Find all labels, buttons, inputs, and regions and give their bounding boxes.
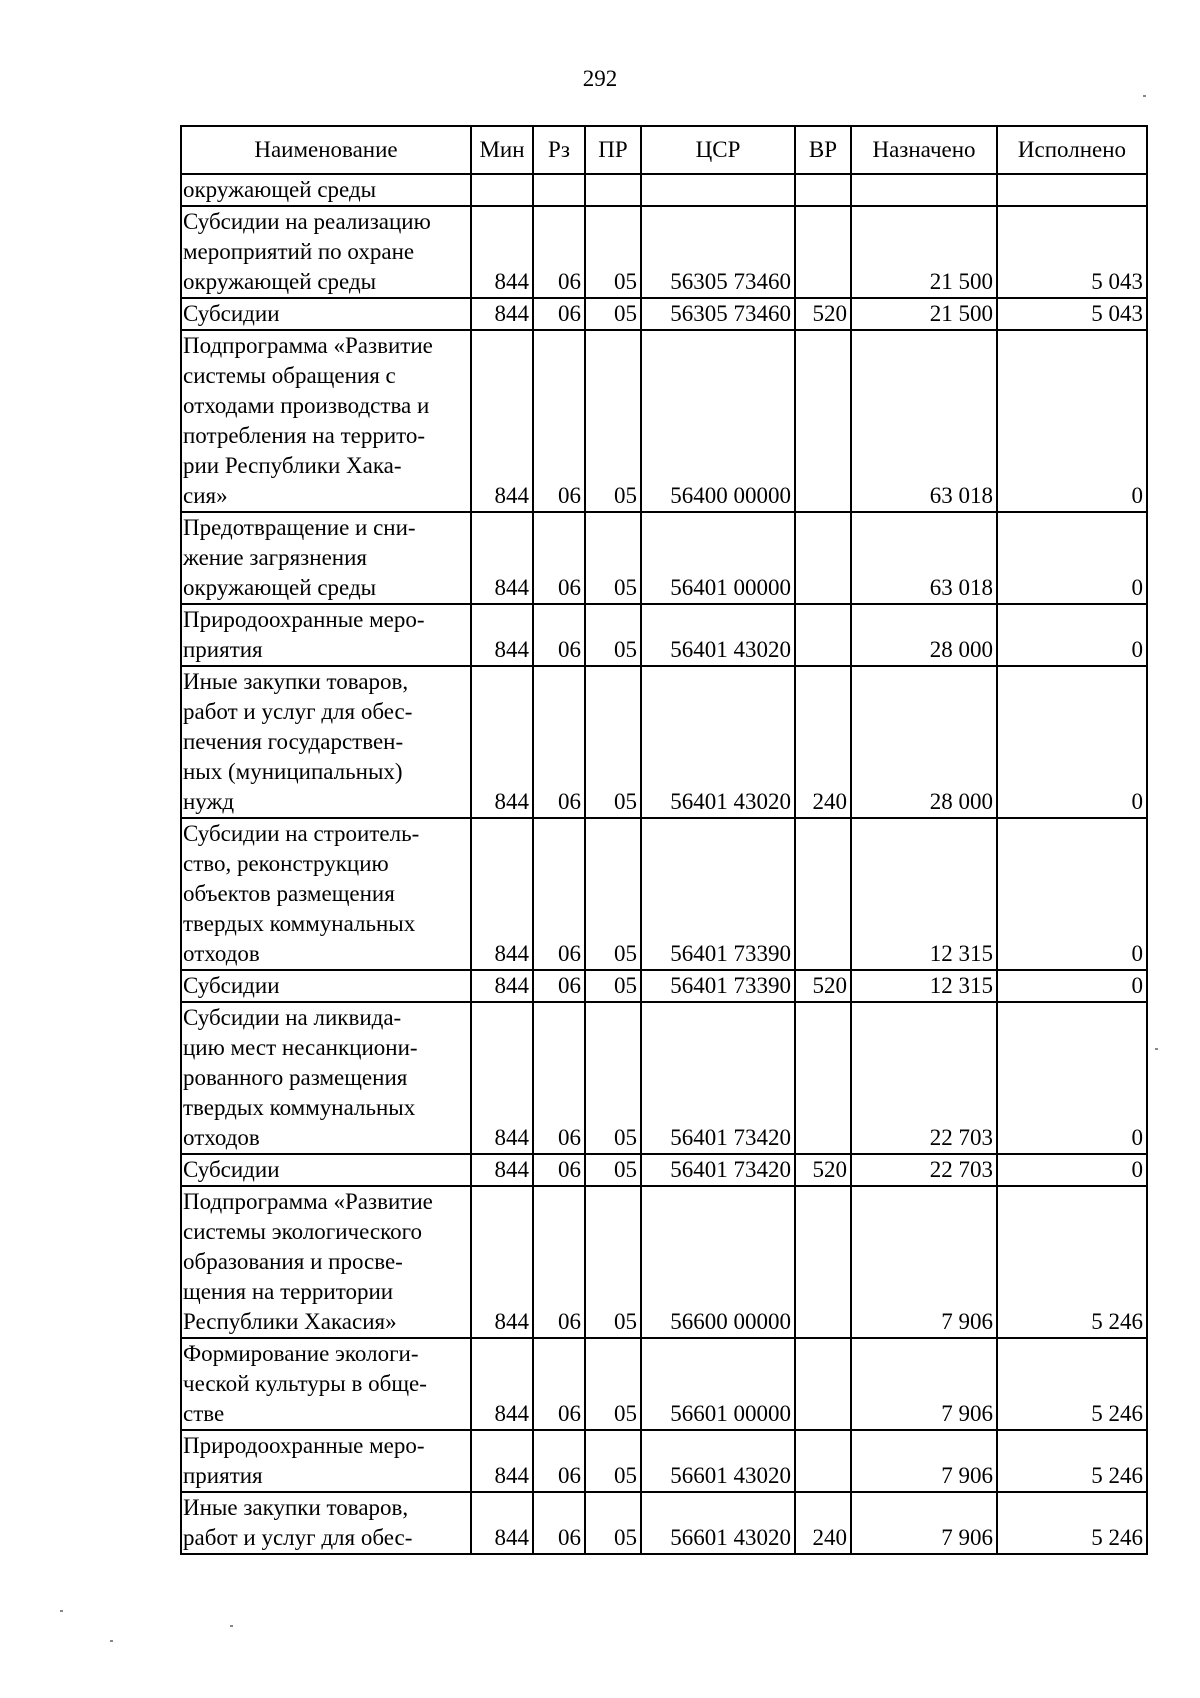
cell-min: 844 xyxy=(471,970,533,1002)
cell-csr: 56305 73460 xyxy=(641,298,795,330)
cell-csr: 56401 73390 xyxy=(641,818,795,970)
cell-name: Субсидии xyxy=(181,970,471,1002)
cell-executed: 5 246 xyxy=(997,1186,1147,1338)
cell-min xyxy=(471,174,533,206)
cell-csr: 56401 43020 xyxy=(641,666,795,818)
cell-pr: 05 xyxy=(585,818,641,970)
cell-executed: 0 xyxy=(997,512,1147,604)
table-body xyxy=(181,174,1147,1554)
cell-executed: 5 246 xyxy=(997,1430,1147,1492)
cell-pr: 05 xyxy=(585,1186,641,1338)
table-row-continuation xyxy=(181,174,1147,206)
cell-rz: 06 xyxy=(533,1492,585,1554)
cell-vr xyxy=(795,1430,851,1492)
cell-pr: 05 xyxy=(585,604,641,666)
cell-vr xyxy=(795,1186,851,1338)
cell-assigned: 28 000 xyxy=(851,604,997,666)
cell-rz: 06 xyxy=(533,666,585,818)
cell-vr xyxy=(795,174,851,206)
table-row xyxy=(181,1338,1147,1430)
cell-vr xyxy=(795,330,851,512)
cell-executed: 0 xyxy=(997,1002,1147,1154)
cell-csr: 56400 00000 xyxy=(641,330,795,512)
cell-executed: 0 xyxy=(997,1154,1147,1186)
cell-assigned: 21 500 xyxy=(851,206,997,298)
cell-vr: 520 xyxy=(795,1154,851,1186)
cell-name: Природоохранные меро- приятия xyxy=(181,1430,471,1492)
scan-speck xyxy=(1143,95,1146,97)
cell-pr: 05 xyxy=(585,970,641,1002)
cell-csr: 56401 43020 xyxy=(641,604,795,666)
cell-assigned: 22 703 xyxy=(851,1002,997,1154)
cell-vr: 240 xyxy=(795,666,851,818)
cell-vr xyxy=(795,206,851,298)
cell-csr: 56601 00000 xyxy=(641,1338,795,1430)
table-row xyxy=(181,666,1147,818)
cell-min: 844 xyxy=(471,666,533,818)
cell-min: 844 xyxy=(471,512,533,604)
cell-min: 844 xyxy=(471,818,533,970)
cell-name: Подпрограмма «Развитие системы обращения с отходами производства и потребления на террито- рии Республики Хака- сия» xyxy=(181,330,471,512)
cell-executed: 5 043 xyxy=(997,298,1147,330)
cell-name: Предотвращение и сни- жение загрязнения окружающей среды xyxy=(181,512,471,604)
cell-vr: 520 xyxy=(795,970,851,1002)
cell-min: 844 xyxy=(471,1002,533,1154)
cell-assigned: 12 315 xyxy=(851,818,997,970)
cell-csr: 56401 73420 xyxy=(641,1154,795,1186)
scan-speck xyxy=(1155,1048,1158,1050)
cell-pr: 05 xyxy=(585,1430,641,1492)
cell-rz: 06 xyxy=(533,1154,585,1186)
table-row xyxy=(181,1154,1147,1186)
cell-vr xyxy=(795,1338,851,1430)
cell-assigned: 22 703 xyxy=(851,1154,997,1186)
table-row xyxy=(181,1430,1147,1492)
cell-rz: 06 xyxy=(533,298,585,330)
cell-csr: 56305 73460 xyxy=(641,206,795,298)
cell-pr xyxy=(585,174,641,206)
cell-assigned: 21 500 xyxy=(851,298,997,330)
cell-name: Субсидии на ликвида- цию мест несанкциони- рованного размещения твердых коммунальных отходов xyxy=(181,1002,471,1154)
cell-min: 844 xyxy=(471,1186,533,1338)
header-executed: Исполнено xyxy=(997,126,1147,174)
cell-executed: 0 xyxy=(997,818,1147,970)
cell-name: Подпрограмма «Развитие системы экологического образования и просве- щения на территории Республики Хакасия» xyxy=(181,1186,471,1338)
cell-pr: 05 xyxy=(585,512,641,604)
scan-speck xyxy=(60,1610,63,1612)
cell-min: 844 xyxy=(471,1492,533,1554)
cell-executed: 0 xyxy=(997,666,1147,818)
scan-speck xyxy=(110,1640,113,1642)
cell-assigned: 12 315 xyxy=(851,970,997,1002)
cell-rz: 06 xyxy=(533,1338,585,1430)
header-rz: Рз xyxy=(533,126,585,174)
table-row xyxy=(181,298,1147,330)
cell-executed: 5 246 xyxy=(997,1338,1147,1430)
cell-csr: 56401 00000 xyxy=(641,512,795,604)
header-row xyxy=(181,126,1147,174)
cell-name: Субсидии xyxy=(181,1154,471,1186)
cell-csr: 56401 73390 xyxy=(641,970,795,1002)
cell-rz: 06 xyxy=(533,1002,585,1154)
cell-pr: 05 xyxy=(585,1338,641,1430)
cell-pr: 05 xyxy=(585,666,641,818)
cell-rz: 06 xyxy=(533,818,585,970)
cell-assigned: 7 906 xyxy=(851,1186,997,1338)
cell-executed: 0 xyxy=(997,604,1147,666)
cell-rz: 06 xyxy=(533,512,585,604)
cell-executed: 5 246 xyxy=(997,1492,1147,1554)
cell-pr: 05 xyxy=(585,1002,641,1154)
table-row xyxy=(181,1002,1147,1154)
cell-pr: 05 xyxy=(585,206,641,298)
cell-vr xyxy=(795,818,851,970)
cell-csr: 56601 43020 xyxy=(641,1430,795,1492)
table-row xyxy=(181,206,1147,298)
cell-pr: 05 xyxy=(585,1154,641,1186)
cell-min: 844 xyxy=(471,604,533,666)
cell-rz: 06 xyxy=(533,1186,585,1338)
cell-min: 844 xyxy=(471,298,533,330)
cell-assigned: 28 000 xyxy=(851,666,997,818)
cell-name: Иные закупки товаров, работ и услуг для обес- xyxy=(181,1492,471,1554)
cell-vr: 520 xyxy=(795,298,851,330)
cell-executed: 0 xyxy=(997,330,1147,512)
cell-rz: 06 xyxy=(533,970,585,1002)
cell-vr xyxy=(795,512,851,604)
cell-executed: 5 043 xyxy=(997,206,1147,298)
cell-name: Субсидии xyxy=(181,298,471,330)
cell-rz: 06 xyxy=(533,206,585,298)
header-min: Мин xyxy=(471,126,533,174)
header-vr: ВР xyxy=(795,126,851,174)
cell-rz: 06 xyxy=(533,330,585,512)
cell-vr xyxy=(795,1002,851,1154)
table-row xyxy=(181,1186,1147,1338)
cell-rz: 06 xyxy=(533,604,585,666)
cell-assigned: 7 906 xyxy=(851,1338,997,1430)
header-pr: ПР xyxy=(585,126,641,174)
cell-csr: 56601 43020 xyxy=(641,1492,795,1554)
header-csr: ЦСР xyxy=(641,126,795,174)
cell-executed: 0 xyxy=(997,970,1147,1002)
cell-assigned xyxy=(851,174,997,206)
table-row xyxy=(181,970,1147,1002)
cell-pr: 05 xyxy=(585,298,641,330)
cell-vr: 240 xyxy=(795,1492,851,1554)
cell-min: 844 xyxy=(471,1154,533,1186)
table-row xyxy=(181,818,1147,970)
cell-csr xyxy=(641,174,795,206)
page-number: 292 xyxy=(582,66,618,91)
cell-min: 844 xyxy=(471,330,533,512)
cell-name: Иные закупки товаров, работ и услуг для обес- печения государствен- ных (муниципальных) нужд xyxy=(181,666,471,818)
cell-min: 844 xyxy=(471,1430,533,1492)
cell-assigned: 63 018 xyxy=(851,512,997,604)
table-row xyxy=(181,604,1147,666)
cell-csr: 56401 73420 xyxy=(641,1002,795,1154)
table-row xyxy=(181,512,1147,604)
cell-assigned: 7 906 xyxy=(851,1430,997,1492)
cell-min: 844 xyxy=(471,206,533,298)
cell-assigned: 7 906 xyxy=(851,1492,997,1554)
cell-assigned: 63 018 xyxy=(851,330,997,512)
cell-name: окружающей среды xyxy=(181,174,471,206)
cell-name: Природоохранные меро- приятия xyxy=(181,604,471,666)
cell-vr xyxy=(795,604,851,666)
cell-min: 844 xyxy=(471,1338,533,1430)
cell-executed xyxy=(997,174,1147,206)
cell-name: Формирование экологи- ческой культуры в обще- стве xyxy=(181,1338,471,1430)
cell-pr: 05 xyxy=(585,330,641,512)
budget-table xyxy=(180,125,1148,1555)
table-row xyxy=(181,1492,1147,1554)
table-row xyxy=(181,330,1147,512)
header-assigned: Назначено xyxy=(851,126,997,174)
header-name: Наименование xyxy=(181,126,471,174)
cell-csr: 56600 00000 xyxy=(641,1186,795,1338)
cell-rz: 06 xyxy=(533,1430,585,1492)
cell-pr: 05 xyxy=(585,1492,641,1554)
cell-name: Субсидии на строитель- ство, реконструкцию объектов размещения твердых коммунальных отходов xyxy=(181,818,471,970)
cell-rz xyxy=(533,174,585,206)
scan-speck xyxy=(230,1625,233,1627)
cell-name: Субсидии на реализацию мероприятий по охране окружающей среды xyxy=(181,206,471,298)
